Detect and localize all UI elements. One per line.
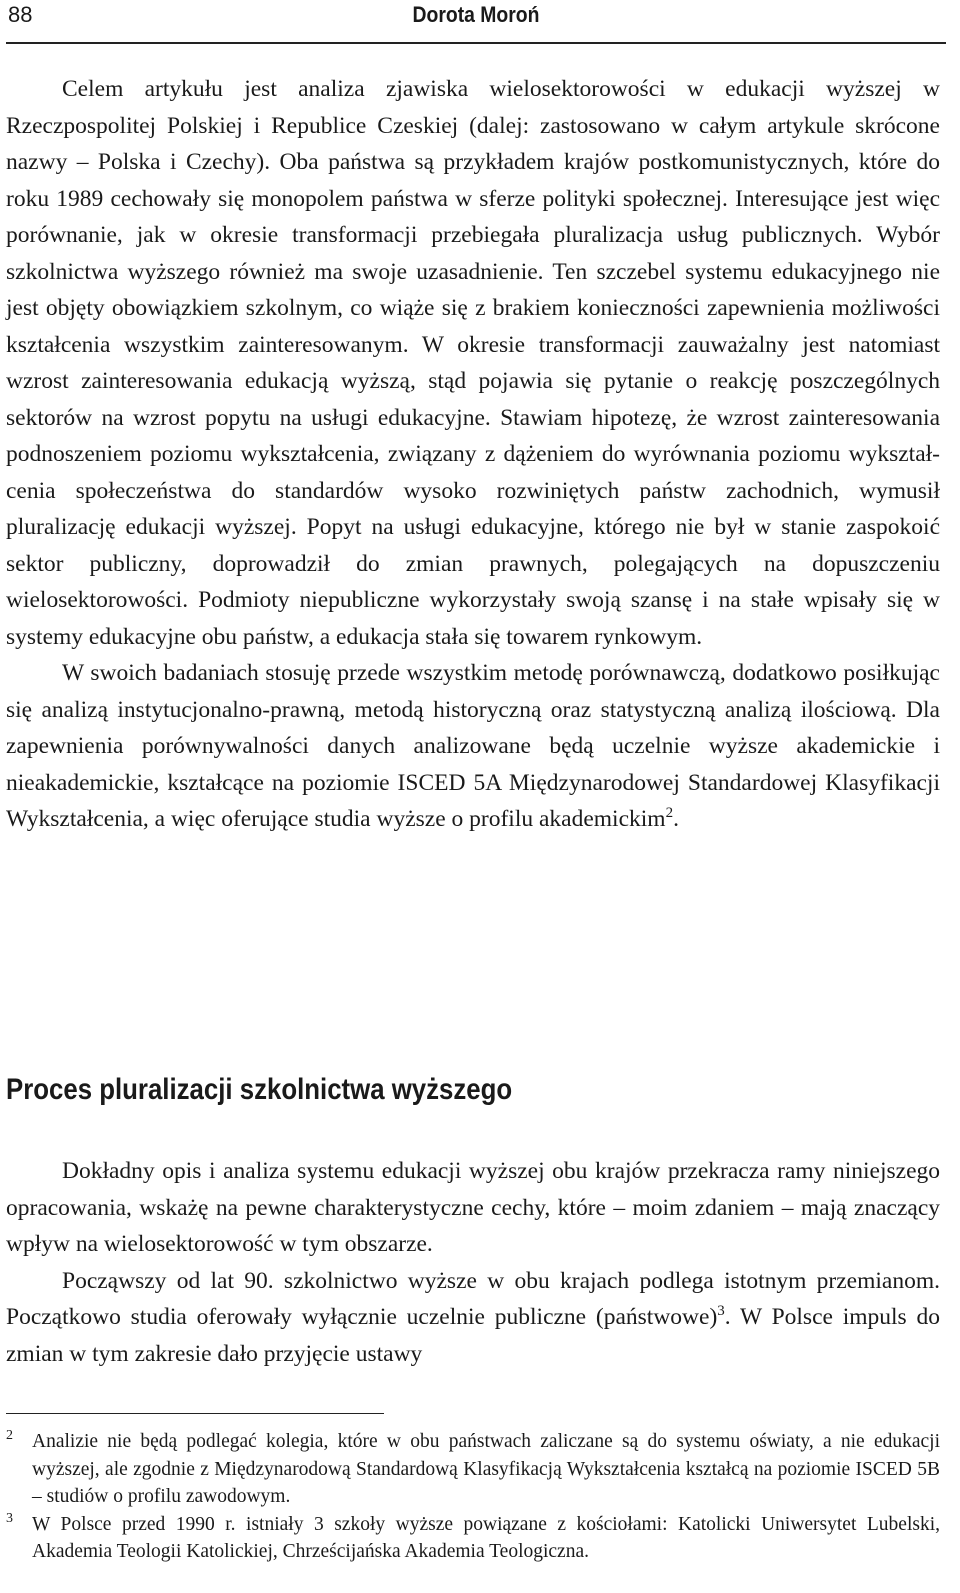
intro-paragraph-2-text: W swoich badaniach stosuję przede wszystkim metodę porównawczą, dodatkowo posiłkując się analizą instytucjonalno-prawną, metodą historyczną oraz statystyczną analizą ilościową. Dla zapewnienia porównywalności danych analizowane będą uczelnie wyższe akademickie i nieakademickie, kształcące na poziomie ISCED 5A Międzynarodowej Standardowej Klasyfikacji Wykształcenia, a więc oferujące studia wyższe o profilu akademickim	[6, 660, 940, 832]
intro-paragraph-2	[6, 655, 940, 838]
section-paragraph-1: Dokładny opis i analiza systemu edukacji wyższej obu krajów przekracza ramy niniejszego opracowania, wskażę na pewne charakterystyczne cechy, które – moim zdaniem – mają znaczący wpływ na wielosektorowość w tym obszarze.	[6, 1158, 940, 1257]
footnote-text: W Polsce przed 1990 r. istniały 3 szkoły wyższe powiązane z kościołami: Katolicki Uniwersytet Lubelski, Akademia Teologii Katolickiej, Chrześcijańska Akademia Teologiczna.	[32, 1513, 940, 1562]
footnote-2	[6, 1428, 940, 1511]
section-paragraph-2-text: Począwszy od lat 90. szkolnictwo wyższe w obu krajach podlega istotnym przemianom. Początkowo studia oferowały wyłącznie uczelnie publiczne (państwowe)	[6, 1267, 940, 1330]
footnote-3	[6, 1511, 940, 1566]
footnote-ref-2[interactable]: 2	[665, 805, 674, 821]
section-body	[6, 1153, 940, 1372]
footnote-divider	[6, 1413, 384, 1414]
section-paragraph-2	[6, 1263, 940, 1373]
page-number: 88	[8, 2, 33, 27]
section-heading: Proces pluralizacji szkolnictwa wyższego	[6, 1073, 513, 1106]
intro-paragraph-2-end: .	[673, 806, 679, 832]
intro-section	[6, 71, 940, 838]
footnotes	[6, 1428, 940, 1566]
footnote-mark: 3	[6, 1510, 13, 1526]
footnote-text: Analizie nie będą podlegać kolegia, które w obu państwach zaliczane są do systemu oświaty, a nie edukacji wyższej, ale zgodnie z Międzynarodową Standardową Klasyfikacją Wykształcenia kształcą na poziomie ISCED 5B – studiów o profilu zawodowym.	[32, 1431, 940, 1507]
intro-paragraph-1: Celem artykułu jest analiza zjawiska wielosektorowości w edukacji wyższej w Rzeczpospolitej Polskiej i Republice Czeskiej (dalej: zastosowano w całym artykule skrócone nazwy – Polska i Czechy). Oba państwa są przykładem krajów postkomunistycznych, które do roku 1989 cechowały się monopolem państwa w sferze polityki społecznej. Interesujące jest więc porównanie, jak w okresie transformacji przebiegała pluralizacja usług publicznych. Wybór szkolnictwa wyższego również ma swoje uzasadnienie. Ten szczebel systemu edukacyjnego nie jest objęty obowiązkiem szkolnym, co wiąże się z brakiem konieczności zapewnienia możliwości kształcenia wszystkim zainteresowanym. W okresie transformacji zauważalny jest natomiast wzrost zainteresowania edukacją wyższą, stąd pojawia się pytanie o reakcję poszczególnych sektorów na wzrost popytu na usługi edukacyjne. Stawiam hipotezę, że wzrost zainteresowania podnoszeniem poziomu wykształcenia, związany z dążeniem do wyrównania poziomu wykształcenia społeczeństwa do standardów wysoko rozwiniętych państw zachodnich, wymusił pluralizację edukacji wyższej. Popyt na usługi edukacyjne, którego nie był w stanie zaspokoić sektor publiczny, doprowadził do zmian prawnych, polegających na dopuszczeniu wielosektorowości. Podmioty niepubliczne wykorzystały swoją szansę i na stałe wpisały się w systemy edukacyjne obu państw, a edukacja stała się towarem rynkowym.	[6, 76, 940, 650]
running-header-author: Dorota Moroń	[412, 2, 540, 27]
footnote-mark: 2	[6, 1428, 13, 1443]
footnote-ref-3[interactable]: 3	[717, 1303, 725, 1319]
running-header	[6, 0, 946, 44]
section-paragraph-2-end: . W Polsce impuls do zmian w tym zakresie dało przyjęcie ustawy	[6, 1304, 940, 1367]
